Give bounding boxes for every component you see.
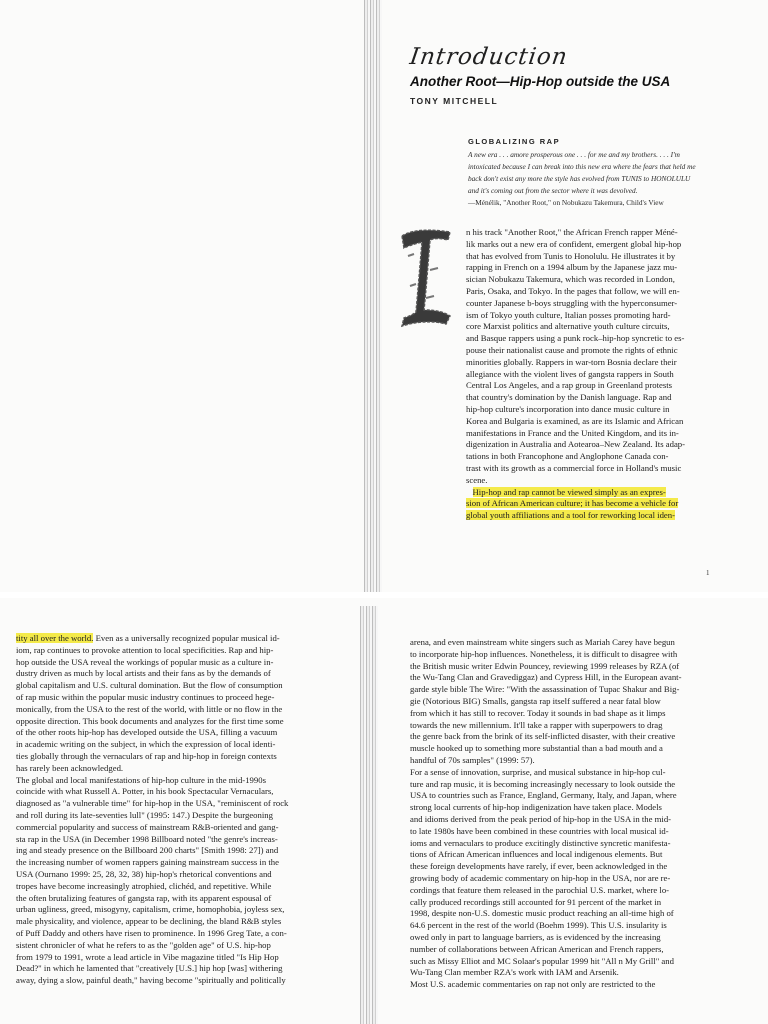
text-line: the genre back from the brink of its self-inflicted disaster, with their creative: [410, 731, 676, 742]
text-line: owed only in part to language barriers, as is evidenced by the increasing: [410, 931, 661, 942]
text-line: tropes have become increasingly atrophied, clichéd, and repetitive. While: [16, 880, 272, 891]
text-line: of Puff Daddy and others have risen to prominence. In 1996 Greg Tate, a con-: [16, 927, 287, 938]
text-line: 64.6 percent in the rest of the world (Boehm 1999). This U.S. insularity is: [410, 920, 667, 931]
chapter-label: Introduction: [408, 44, 570, 70]
text-line: strong local currents of hip-hop indigenization have taken place. Models: [410, 802, 662, 813]
text-line: commercial popularity and success of mainstream R&B-oriented and gang-: [16, 821, 279, 832]
author-name: TONY MITCHELL: [410, 96, 499, 106]
book-spine-shadow: [360, 606, 378, 1024]
text-line: from which it has still to recover. Today it sounds in bad shape as it limps: [410, 707, 666, 718]
text-line: sta rap in the USA (in December 1998 Billboard noted "the genre's increas-: [16, 833, 278, 844]
epigraph-source: —Ménélik, "Another Root," on Nobukazu Takemura, Child's View: [468, 198, 664, 207]
text-line: USA to countries such as France, England, Germany, Italy, and Japan, where: [410, 790, 677, 801]
text-line: and idioms derived from the peak period of hip-hop in the USA in the mid-: [410, 813, 672, 824]
text-line: such as Missy Elliot and MC Solaar's popular 1999 hit "All n My Grill" and: [410, 955, 674, 966]
text-line: arena, and even mainstream white singers such as Mariah Carey have begun: [410, 637, 675, 647]
text-line: sistent chronicler of what he refers to as the "golden age" of U.S. hip-hop: [16, 939, 271, 950]
text-line: hip-hop culture's incorporation into dance music culture in: [466, 403, 670, 414]
chapter-title: Another Root—Hip-Hop outside the USA: [410, 74, 671, 89]
text-line: ing and steady presence on the Billboard 200 charts" [Smith 1998: 27]) and: [16, 845, 279, 856]
text-line: that has evolved from Tunis to Honolulu. He illustrates it by: [466, 250, 676, 261]
text-line: lik marks out a new era of confident, emergent global hip-hop: [466, 238, 682, 249]
text-line: dustry driven as much by local artists and their fans as by the demands of: [16, 668, 271, 679]
text-line: ism of Tokyo youth culture, Italian posses promoting hard-: [466, 309, 671, 320]
text-line: from 1979 to 1991, wrote a lead article in Vibe magazine titled "Is Hip Hop: [16, 951, 279, 962]
text-line: in academic writing on the subject, in which the expression of local identi-: [16, 739, 276, 750]
text-line: diagnosed as "a vulnerable time" for hip-hop in the USA, "reminiscent of rock: [16, 798, 289, 809]
text-line: digenization in Australia and Aotearoa–New Zealand. Its adap-: [466, 439, 686, 450]
text-line: [466, 487, 730, 499]
text-line: Dead?" in which he lamented that "creatively [U.S.] hip hop [was] withering: [16, 963, 283, 974]
right-page-text: [410, 637, 728, 991]
text-line: urban ugliness, greed, misogyny, capitalism, crime, homophobia, joyless sex,: [16, 904, 285, 915]
text-line: iom, rap continues to provoke attention to local specificities. Rap and hip-: [16, 644, 274, 655]
text-line: core Marxist politics and alternative youth culture circuits,: [466, 321, 670, 332]
section-heading: GLOBALIZING RAP: [468, 137, 561, 146]
text-line: these foreign developments have rarely, if ever, been acknowledged in the: [410, 861, 668, 872]
text-line: manifestations in France and the United Kingdom, and its in-: [466, 427, 679, 438]
text-line: 1998, despite non-U.S. domestic music product reaching an all-time high of: [410, 908, 674, 919]
epigraph-line: intoxicated because I can break into this new era where the fears that held me: [468, 162, 696, 171]
highlighted-text: tity all over the world.: [16, 633, 94, 643]
text-line: ioms and vernaculars to produce excitingly distinctive syncretic manifesta-: [410, 837, 671, 848]
left-page-text: [16, 633, 334, 987]
text-line: cordings that feature them released in the parochial U.S. market, where lo-: [410, 884, 670, 895]
text-line: male physicality, and violence, appear to be declining, the bland R&B styles: [16, 916, 282, 927]
text-line: hop outside the USA reveal the workings of popular music as a culture in-: [16, 656, 274, 667]
text-line: cally produced recordings still accounted for 91 percent of the market in: [410, 896, 662, 907]
text-line: away, dying a slow, painful death," having become "spiritually and politically: [16, 975, 286, 986]
text-line: and Basque rappers using a punk rock–hip-hop syncretic to es-: [466, 333, 685, 344]
drop-cap: [396, 226, 456, 334]
text-line: opposite direction. This book documents and analyzes for the first time some: [16, 715, 284, 726]
text-line: monically, from the USA to the rest of the world, with little or no flow in the: [16, 703, 283, 714]
text-line: and roll during its late-seventies lull" (1995: 147.) Despite the burgeoning: [16, 809, 273, 820]
text-line: scene.: [466, 474, 488, 485]
text-line: number of collaborations between African American and French rappers,: [410, 943, 664, 954]
text-line: Paris, Osaka, and Tokyo. In the pages that follow, we will en-: [466, 285, 680, 296]
text-line: gie (Notorious BIG) Smalls, gangsta rap itself suffered a near fatal blow: [410, 695, 661, 706]
text-line: minorities globally. Rappers in war-torn Bosnia declare their: [466, 356, 677, 367]
text-line: sician Nobukazu Takemura, which was recorded in London,: [466, 274, 675, 285]
text-line: USA (Ournano 1999: 25, 28, 32, 38) hip-hop's rhetorical conventions and: [16, 868, 272, 879]
text-line: tions of African American influences and local indigenous elements. But: [410, 849, 663, 860]
text-line: allegiance with the violent lives of gangsta rappers in South: [466, 368, 674, 379]
text-line: that country's domination by the Danish language. Rap and: [466, 392, 672, 403]
text-line: ture and rap music, it is becoming increasingly necessary to look outside the: [410, 778, 676, 789]
epigraph-line: and it's coming out from the sector where it was devolved.: [468, 186, 638, 195]
text-line: garde style bible The Wire: "With the assassination of Tupac Shakur and Big-: [410, 684, 680, 695]
text-line: the Wu-Tang Clan and Gravediggaz) and Cypress Hill, in the European avant-: [410, 672, 682, 683]
introduction-body-text: [466, 227, 730, 522]
highlighted-text: sion of African American culture; it has become a vehicle for: [466, 498, 679, 509]
text-line: coincide with what Russell A. Potter, in his book Spectacular Vernaculars,: [16, 786, 274, 797]
text-line: Korea and Bulgaria is examined, as are its Islamic and African: [466, 415, 684, 426]
text-fragment: Even as a universally recognized popular musical id-: [93, 633, 280, 643]
epigraph-line: A new era . . . amore prosperous one . . . for me and my brothers. . . . I'm: [468, 150, 680, 159]
text-line: of rap music within the popular music industry continues to proceed hege-: [16, 691, 275, 702]
text-line: pouse their nationalist cause and promote the rights of ethnic: [466, 344, 678, 355]
text-line: Central Los Angeles, and a rap group in Greenland protests: [466, 380, 673, 391]
epigraph: [468, 149, 724, 209]
text-line: ties globally through the vernaculars of rap and hip-hop in foreign contexts: [16, 750, 277, 761]
text-line: has rarely been acknowledged.: [16, 762, 124, 773]
text-line: of the other roots hip-hop has developed outside the USA, filling a vacuum: [16, 727, 278, 738]
text-line: the often brutalizing features of gangsta rap, with its apparent espousal of: [16, 892, 272, 903]
text-line: global capitalism and U.S. cultural domination. But the flow of consumption: [16, 680, 283, 691]
text-line: trast with its growth as a commercial force in Holland's music: [466, 462, 682, 473]
highlighted-text: Hip-hop and rap cannot be viewed simply as an expres-: [472, 486, 666, 497]
text-line: For a sense of innovation, surprise, and musical substance in hip-hop cul-: [410, 766, 666, 777]
text-line: to incorporate hip-hop influences. Nonetheless, it is difficult to disagree with: [410, 648, 678, 659]
text-line: [466, 510, 730, 522]
text-line: Most U.S. academic commentaries on rap not only are restricted to the: [410, 979, 656, 990]
text-line: [16, 633, 334, 645]
text-line: counter Japanese b-boys struggling with the hyperconsumer-: [466, 297, 678, 308]
text-line: rapping in French on a 1994 album by the Japanese jazz mu-: [466, 262, 678, 273]
text-line: [466, 498, 730, 510]
text-line: tations in both Francophone and Anglophone Canada con-: [466, 451, 669, 462]
book-spine-shadow: [364, 0, 382, 598]
text-line: towards the new millennium. It'll take a rapper with superpowers to drag: [410, 719, 663, 730]
text-line: to late 1980s have been combined in these countries with local musical id-: [410, 825, 669, 836]
text-line: the British music writer Edwin Pouncey, reviewing 1999 releases by RZA (of: [410, 660, 680, 671]
text-line: muscle hooked up to something more substantial than a bad mouth and a: [410, 743, 663, 754]
text-line: growing body of academic commentary on hip-hop in the USA, nor are re-: [410, 872, 671, 883]
text-line: the increasing number of women rappers gaining mainstream success in the: [16, 857, 279, 868]
text-line: handful of 70s samples" (1999: 57).: [410, 754, 535, 765]
epigraph-line: back don't exist any more the style has evolved from TUNIS to HONOLULU: [468, 174, 691, 183]
page-number: 1: [706, 569, 710, 577]
text-line: The global and local manifestations of hip-hop culture in the mid-1990s: [16, 774, 266, 785]
highlighted-text: global youth affiliations and a tool for reworking local iden-: [466, 510, 676, 521]
text-line: Wu-Tang Clan member RZA's work with IAM and Arsenik.: [410, 967, 619, 978]
text-line: n his track "Another Root," the African French rapper Méné-: [466, 227, 678, 237]
